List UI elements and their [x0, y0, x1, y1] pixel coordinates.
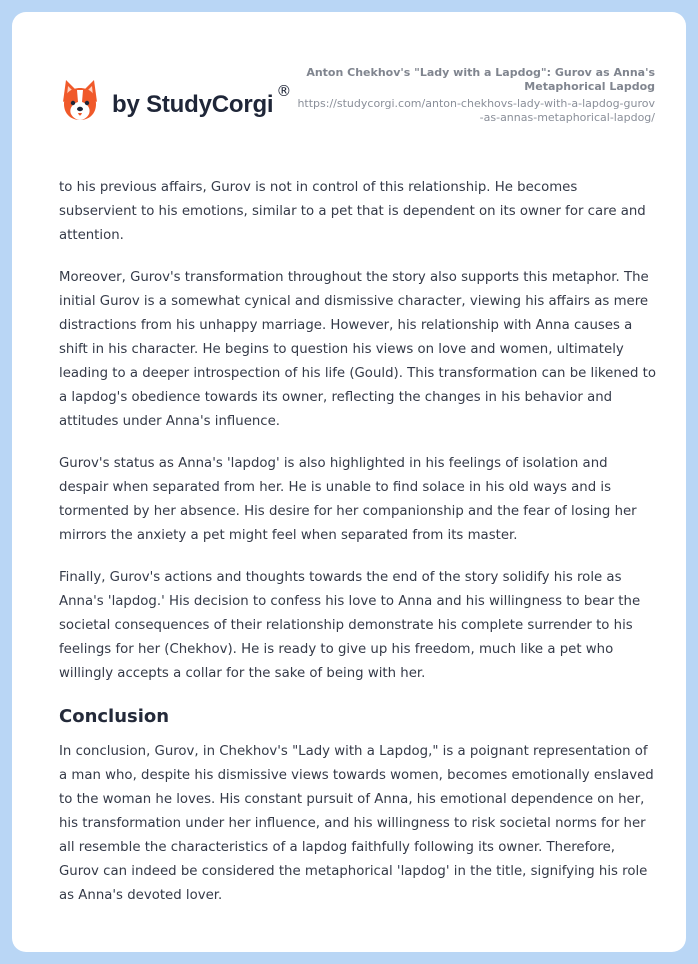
body-paragraph: Moreover, Gurov's transformation throughout the story also supports this metaphor. The initial Gurov is a somewhat cynical and dismissive character, viewing his affairs as mere distractions from his unhappy marriage. However, his relationship with Anna causes a shift in his character. He begins to question his views on love and women, ultimately leading to a deeper introspection of his life (Gould). This transformation can be likened to a lapdog's obedience towards its owner, reflecting the changes in his behavior and attitudes under Anna's influence. [59, 270, 656, 429]
studycorgi-logo[interactable] [60, 76, 291, 126]
page-header [12, 12, 686, 162]
body-paragraph: Finally, Gurov's actions and thoughts towards the end of the story solidify his role as Anna's 'lapdog.' His decision to confess his love to Anna and his willingness to bear the societal consequences of their relationship demonstrate his complete surrender to his feelings for her (Chekhov). He is ready to give up his freedom, much like a pet who willingly accepts a collar for the sake of being with her. [59, 570, 641, 681]
document-page [12, 12, 686, 952]
conclusion-heading: Conclusion [59, 706, 170, 727]
conclusion-paragraph: In conclusion, Gurov, in Chekhov's "Lady with a Lapdog," is a poignant representation of a man who, despite his dismissive views towards women, becomes emotionally enslaved to the woman he loves. His constant pursuit of Anna, his emotional dependence on her, his transformation under her influence, and his willingness to risk societal norms for her all resemble the characteristics of a lapdog faithfully following its owner. Therefore, Gurov can indeed be considered the metaphorical 'lapdog' in the title, signifying his role as Anna's devoted lover. [59, 744, 654, 903]
corgi-logo-icon [60, 78, 100, 124]
registered-mark: ® [276, 82, 292, 100]
document-url[interactable]: https://studycorgi.com/anton-chekhovs-lady-with-a-lapdog-gurov-as-annas-metaphorical-lapdog/ [297, 97, 655, 124]
body-paragraph: to his previous affairs, Gurov is not in control of this relationship. He becomes subservient to his emotions, similar to a pet that is dependent on its owner for care and attention. [59, 180, 646, 243]
document-meta [295, 66, 655, 124]
document-title: Anton Chekhov's "Lady with a Lapdog": Gurov as Anna's Metaphorical Lapdog [306, 66, 655, 93]
document-body [59, 176, 659, 926]
brand-name: by StudyCorgi [112, 91, 274, 118]
body-paragraph: Gurov's status as Anna's 'lapdog' is also highlighted in his feelings of isolation and despair when separated from her. He is unable to find solace in his old ways and is tormented by her absence. His desire for her companionship and the fear of losing her mirrors the anxiety a pet might feel when separated from its master. [59, 456, 637, 543]
